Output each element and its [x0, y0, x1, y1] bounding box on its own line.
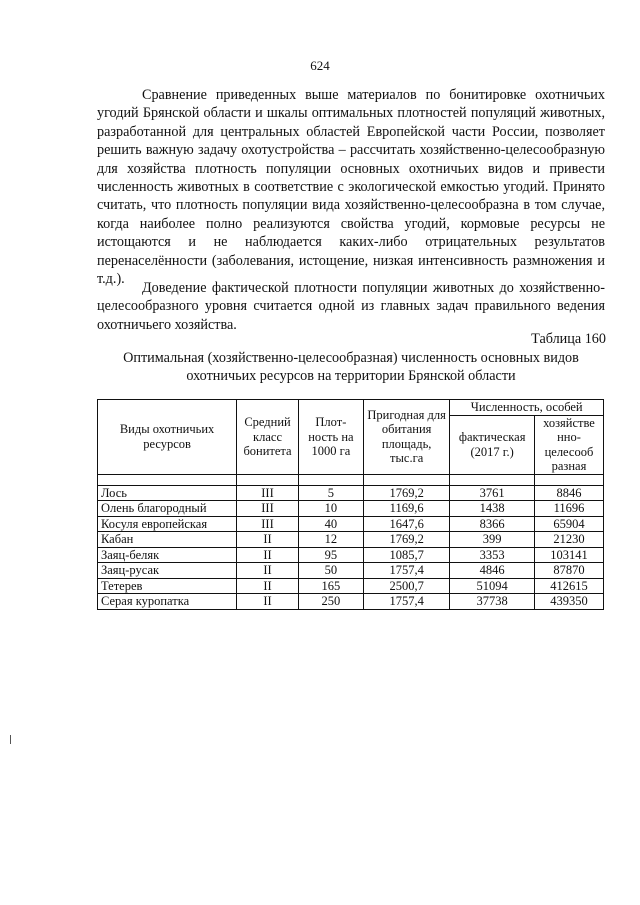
cell-density: 40	[298, 516, 363, 532]
cell-area: 1169,6	[363, 501, 450, 517]
cell-bonitet: II	[237, 547, 299, 563]
cell-actual: 8366	[450, 516, 535, 532]
cell-optimal: 8846	[534, 485, 603, 501]
cell-actual: 1438	[450, 501, 535, 517]
cell-area: 1647,6	[363, 516, 450, 532]
cell-optimal: 103141	[534, 547, 603, 563]
header-species: Виды охотничьих ресурсов	[98, 400, 237, 475]
cell-density: 12	[298, 532, 363, 548]
cell-density: 50	[298, 563, 363, 579]
cell-actual: 3761	[450, 485, 535, 501]
header-density: Плот-ность на 1000 га	[298, 400, 363, 475]
table-row	[98, 501, 604, 517]
cell-optimal: 412615	[534, 578, 603, 594]
table-row	[98, 563, 604, 579]
table-row	[98, 532, 604, 548]
header-optimal: хозяйстве нно-целесооб разная	[534, 415, 603, 474]
cell-bonitet: II	[237, 563, 299, 579]
cell-density: 250	[298, 594, 363, 610]
table-title: Оптимальная (хозяйственно-целесообразная) численность основных видов охотничьих ресурсов на территории Брянской области	[123, 350, 579, 384]
cell-density: 5	[298, 485, 363, 501]
cell-optimal: 21230	[534, 532, 603, 548]
cell-species: Кабан	[98, 532, 237, 548]
cell-bonitet: II	[237, 578, 299, 594]
cell-area: 1085,7	[363, 547, 450, 563]
cell-bonitet: II	[237, 594, 299, 610]
cell-species: Заяц-беляк	[98, 547, 237, 563]
cell-bonitet: III	[237, 516, 299, 532]
cell-species: Косуля европейская	[98, 516, 237, 532]
cell-bonitet: II	[237, 532, 299, 548]
cell-optimal: 87870	[534, 563, 603, 579]
table-row	[98, 547, 604, 563]
header-actual: фактическая (2017 г.)	[450, 415, 535, 474]
table-row	[98, 485, 604, 501]
population-table	[97, 399, 604, 610]
cell-optimal: 65904	[534, 516, 603, 532]
cell-species: Олень благородный	[98, 501, 237, 517]
page-number: 624	[310, 58, 330, 73]
paragraph-1: Сравнение приведенных выше материалов по бонитировке охотничьих угодий Брянской области и шкалы оптимальных плотностей популяций животных, разработанной для центральных областей Европейской части России, позволяет решить важную задачу охотустройства – рассчитать хозяйственно-целесообразную для хозяйства плотность популяции основных охотничьих видов и привести численность животных в соответствие с экологической емкостью угодий. Принято считать, что плотность популяции вида хозяйственно-целесообразна в том случае, когда наиболее полно реализуются свойства угодий, кормовые ресурсы не истощаются и не наблюдается каких-либо отрицательных результатов перенаселённости (заболевания, истощение, низкая интенсивность размножения и т.д.).	[97, 87, 605, 288]
cell-species: Серая куропатка	[98, 594, 237, 610]
table-row	[98, 516, 604, 532]
table-label: Таблица 160	[531, 331, 606, 347]
margin-mark	[10, 735, 11, 744]
cell-species: Заяц-русак	[98, 563, 237, 579]
header-area: Пригодная для обитания площадь, тыс.га	[363, 400, 450, 475]
cell-density: 10	[298, 501, 363, 517]
cell-area: 1757,4	[363, 594, 450, 610]
cell-bonitet: III	[237, 485, 299, 501]
cell-actual: 37738	[450, 594, 535, 610]
cell-optimal: 439350	[534, 594, 603, 610]
cell-actual: 3353	[450, 547, 535, 563]
cell-area: 1769,2	[363, 485, 450, 501]
paragraph-2: Доведение фактической плотности популяции животных до хозяйственно-целесообразного уровня считается одной из главных задач правильного ведения охотничьего хозяйства.	[97, 280, 605, 333]
cell-actual: 4846	[450, 563, 535, 579]
header-bonitet: Средний класс бонитета	[237, 400, 299, 475]
header-count-group: Численность, особей	[450, 400, 604, 416]
cell-area: 1769,2	[363, 532, 450, 548]
cell-actual: 51094	[450, 578, 535, 594]
cell-optimal: 11696	[534, 501, 603, 517]
table-body	[98, 485, 604, 609]
table-row	[98, 578, 604, 594]
cell-actual: 399	[450, 532, 535, 548]
cell-density: 95	[298, 547, 363, 563]
cell-bonitet: III	[237, 501, 299, 517]
table-spacer-row	[98, 474, 604, 485]
table-header-row	[98, 400, 604, 416]
cell-area: 2500,7	[363, 578, 450, 594]
cell-area: 1757,4	[363, 563, 450, 579]
cell-species: Тетерев	[98, 578, 237, 594]
cell-density: 165	[298, 578, 363, 594]
table-row	[98, 594, 604, 610]
cell-species: Лось	[98, 485, 237, 501]
